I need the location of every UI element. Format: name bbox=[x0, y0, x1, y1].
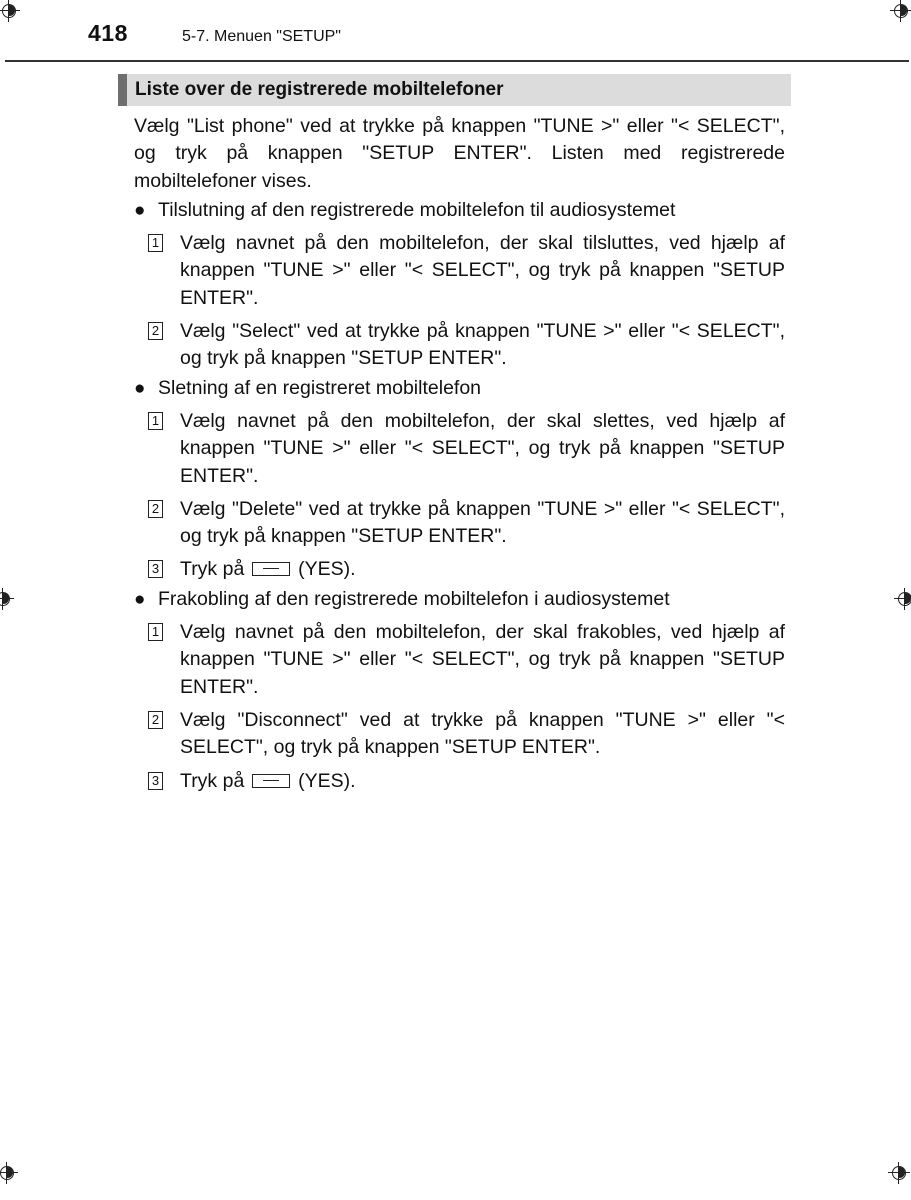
intro-paragraph: Vælg "List phone" ved at trykke på knappen "TUNE >" eller "< SELECT", og tryk på knappen "SETUP ENTER". Listen med registrerede mobiltelefoner vises. bbox=[134, 115, 785, 192]
bullet-icon: ● bbox=[134, 377, 146, 399]
registration-mark-bottom-left-icon bbox=[0, 1162, 18, 1184]
registration-mark-bottom-right-icon bbox=[888, 1162, 910, 1184]
step-item bbox=[134, 619, 785, 701]
step-number: 3 bbox=[148, 772, 163, 790]
phone-button-icon bbox=[252, 562, 290, 576]
step-text: Vælg "Disconnect" ved at trykke på knappen "TUNE >" eller "< SELECT", og tryk på knappen "SETUP ENTER". bbox=[180, 708, 785, 759]
header-divider bbox=[5, 60, 909, 62]
step-number: 2 bbox=[148, 711, 163, 729]
step-item bbox=[134, 318, 785, 373]
step-number: 1 bbox=[148, 234, 163, 252]
bullet-title: Sletning af en registreret mobiltelefon bbox=[158, 376, 482, 399]
step-suffix: (YES). bbox=[298, 558, 356, 581]
page-number: 418 bbox=[88, 20, 128, 46]
step-item bbox=[134, 707, 785, 762]
step-text: Vælg navnet på den mobiltelefon, der skal tilsluttes, ved hjælp af knappen "TUNE >" eller "< SELECT", og tryk på knappen "SETUP ENTER". bbox=[180, 232, 785, 309]
step-number: 1 bbox=[148, 623, 163, 641]
section-title: Liste over de registrerede mobiltelefoner bbox=[118, 74, 791, 106]
bullet-title: Tilslutning af den registrerede mobiltelefon til audiosystemet bbox=[158, 198, 676, 221]
step-text: Vælg navnet på den mobiltelefon, der skal frakobles, ved hjælp af knappen "TUNE >" eller "< SELECT", og tryk på knappen "SETUP ENTER". bbox=[180, 621, 785, 698]
bullet-delete bbox=[134, 375, 785, 402]
bullet-title: Frakobling af den registrerede mobiltelefon i audiosystemet bbox=[158, 587, 670, 610]
step-text: Vælg "Delete" ved at trykke på knappen "TUNE >" eller "< SELECT", og tryk på knappen "SETUP ENTER". bbox=[180, 497, 785, 548]
step-number: 2 bbox=[148, 500, 163, 518]
step-prefix: Tryk på bbox=[180, 769, 245, 792]
step-text: Vælg "Select" ved at trykke på knappen "TUNE >" eller "< SELECT", og tryk på knappen "SETUP ENTER". bbox=[180, 320, 785, 370]
bullet-icon: ● bbox=[134, 199, 146, 221]
step-text: Vælg navnet på den mobiltelefon, der skal slettes, ved hjælp af knappen "TUNE >" eller "< SELECT", og tryk på knappen "SETUP ENTER". bbox=[180, 409, 785, 487]
step-number: 2 bbox=[148, 322, 163, 340]
registration-mark-middle-left-icon bbox=[0, 588, 14, 610]
step-item bbox=[134, 408, 785, 490]
registration-mark-top-left-icon bbox=[0, 0, 20, 22]
bullet-disconnect bbox=[134, 586, 785, 613]
registration-mark-middle-right-icon bbox=[894, 588, 911, 610]
bullet-connect bbox=[134, 197, 785, 224]
step-number: 1 bbox=[148, 412, 163, 430]
registration-mark-top-right-icon bbox=[890, 0, 911, 22]
step-item bbox=[134, 768, 785, 795]
step-item bbox=[134, 496, 785, 551]
section-content bbox=[134, 113, 785, 795]
chapter-title: 5-7. Menuen "SETUP" bbox=[182, 28, 341, 45]
phone-button-icon bbox=[252, 774, 290, 788]
step-number: 3 bbox=[148, 560, 163, 578]
step-suffix: (YES). bbox=[298, 769, 356, 792]
step-prefix: Tryk på bbox=[180, 558, 245, 581]
bullet-icon: ● bbox=[134, 588, 146, 610]
step-item bbox=[134, 230, 785, 312]
step-item bbox=[134, 556, 785, 583]
